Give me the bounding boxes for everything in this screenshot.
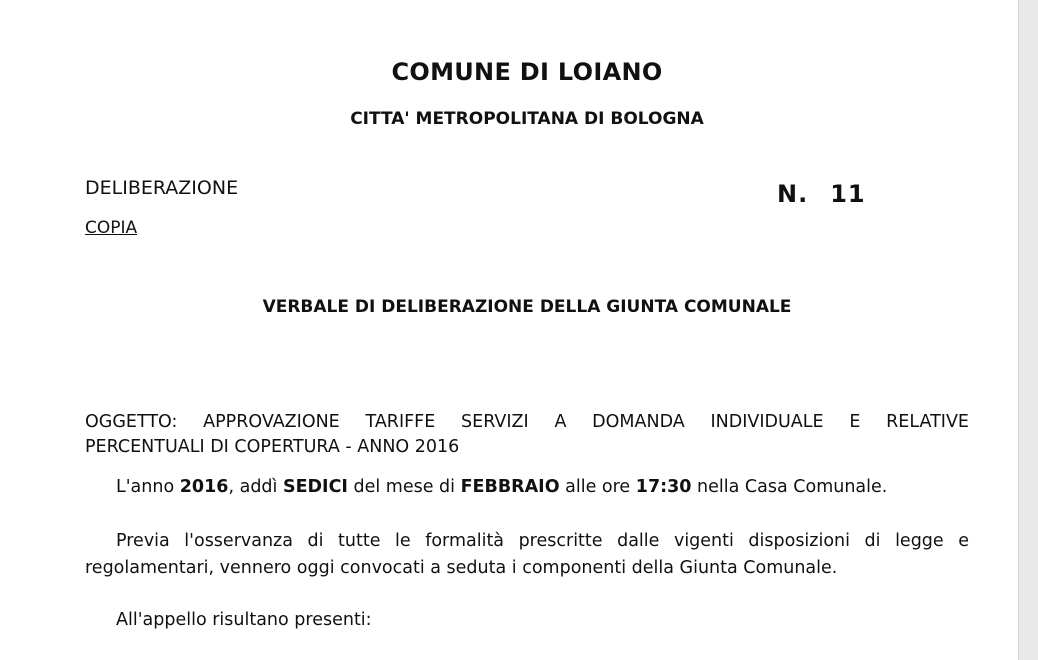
metro-city-subtitle: CITTA' METROPOLITANA DI BOLOGNA (350, 109, 704, 129)
report-title: VERBALE DI DELIBERAZIONE DELLA GIUNTA COMUNALE (262, 297, 792, 317)
roll-call-paragraph: All'appello risultano presenti: (116, 610, 372, 630)
meeting-month: FEBBRAIO (460, 477, 560, 497)
municipality-title: COMUNE DI LOIANO (391, 58, 663, 86)
meeting-time: 17:30 (635, 477, 692, 497)
meeting-year: 2016 (179, 477, 229, 497)
number-prefix: N. (777, 180, 809, 208)
deliberation-label: DELIBERAZIONE (85, 177, 239, 199)
subject-line-2: PERCENTUALI DI COPERTURA - ANNO 2016 (85, 437, 460, 457)
convocation-line-2: regolamentari, vennero oggi convocati a seduta i componenti della Giunta Comunale. (85, 558, 838, 578)
meeting-day: SEDICI (282, 477, 348, 497)
meeting-text-2: , addì (228, 477, 283, 497)
meeting-text-5: nella Casa Comunale. (691, 477, 888, 497)
convocation-paragraph (85, 528, 969, 582)
deliberation-number (777, 180, 866, 208)
number-value: 11 (830, 180, 866, 208)
meeting-text-1: L'anno (116, 477, 180, 497)
copy-label: COPIA (85, 218, 138, 238)
subject-paragraph (85, 410, 969, 460)
meeting-text-4: alle ore (559, 477, 636, 497)
convocation-line-1: Previa l'osservanza di tutte le formalità prescritte dalle vigenti disposizioni di legge e (116, 531, 969, 551)
meeting-text-3: del mese di (347, 477, 461, 497)
meeting-paragraph (116, 477, 887, 497)
scrollbar-gutter[interactable] (1018, 0, 1038, 660)
subject-line-1: OGGETTO: APPROVAZIONE TARIFFE SERVIZI A DOMANDA INDIVIDUALE E RELATIVE (85, 412, 969, 432)
